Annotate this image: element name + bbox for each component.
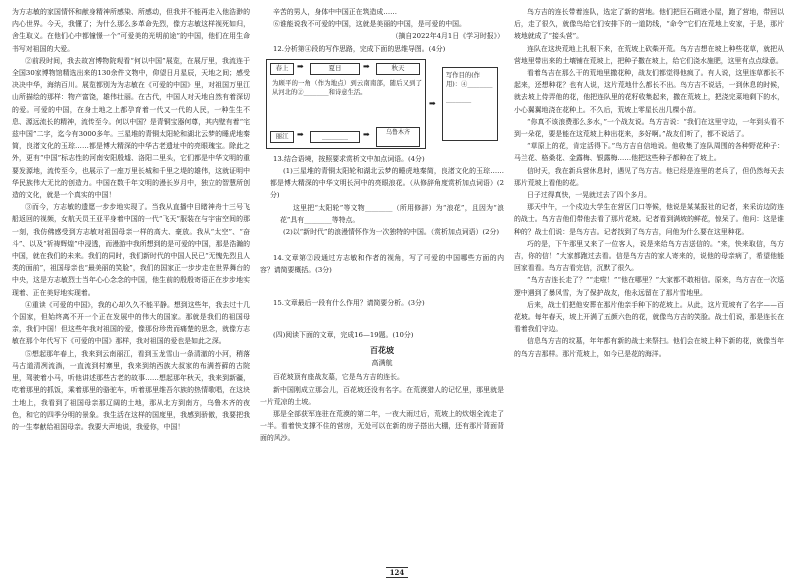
paragraph: 为方志敏的家国情怀和献身精神所感染、所感动，但我并不能再走入他浩渺的内心世界。今天，我懂了；为什么那么多革命先烈，像方志敏这样视死如归，舍生取义。在他们心中都憧憬一个“可爱美的光明前途”的中国，他们在用生命书写对祖国的大爱。 <box>12 8 250 53</box>
diagram-node-urumqi: 乌鲁木齐 <box>376 127 420 147</box>
paragraph: “你真不该浪费那么多水，”一个战友说。鸟方吉说：“我们在这里守边，一年到头看不到一朵花，要是能在这荒坡上种出花来，多好啊。”战友们听了，都不说话了。 <box>514 117 784 139</box>
arrow-icon: ➡ <box>297 129 304 139</box>
arrow-icon: ➡ <box>363 129 370 139</box>
story-author: 高满航 <box>371 359 393 368</box>
column-right <box>514 6 784 360</box>
question-14: 14.文章第②段通过方志敏和作者的视角，写了可爱的中国哪些方面的内容？请简要概括。(3分) <box>260 254 504 275</box>
paragraph: “鸟方吉连长走了？”“走啦！”“他在哪里？”大家都不敢相信。原来，鸟方吉在一次巡逻中遇到了暴风雪，为了保护战友，他永远留在了那片雪地里。 <box>514 276 784 297</box>
paragraph: 辛苦的男人，身体中中国正在筑造成…… <box>273 8 398 16</box>
paragraph: 后来，战士们把他安葬在那片他亲手种下的花坡上。从此，这片荒坡有了名字——百花坡。每年春天，坡上开满了五颜六色的花，就像鸟方吉的笑脸。战士们说，那是连长在看着我们守边。 <box>514 300 784 334</box>
paragraph: ⑤想起那年春上，我来到云南丽江，看到玉龙雪山一条清澈的小河，稍落马古道清冽流淌，一直流到村寨里，我来到纳西族大叔家的布满苔藓的古院里，驾驶着小马，听他讲述那些古老的故事……想起那年秋天，我来到新疆，吃着那里的抓饭，乘着那里的骆驼车，听着那里维吾尔族的热情歌唱，在这块土地上，我看到了祖国母亲那辽阔的土地，那从北方到南方，乌鲁木齐的夜色，和它的四季分明的景象。我生活在这样的国度里，我感到骄傲，我要把我的一生奉献给祖国母亲。我要大声地说，我爱你，中国！ <box>12 349 250 431</box>
paragraph: 那是全部获军连驻在荒漠的第二年，一夜大雨过后，荒坡上的炊烟全流走了一半。看着快支撑不住的营房，无处可以在新的房子搭出大棚，还有那片背面背面的风沙。 <box>260 410 504 443</box>
paragraph: 巧的是，下午那里又来了一位客人，说是来给鸟方吉送信的。“来，快来取信，鸟方吉，你的信！”大家都跑过去看。信是鸟方吉的家人寄来的，说他的母亲病了，希望他能回家看看。鸟方吉看完信，沉默了很久。 <box>514 239 784 273</box>
paragraph: 日子过得真快，一晃就过去了四个多月。 <box>527 191 652 200</box>
diagram-node-lijiang: 丽江 <box>270 131 294 143</box>
question-13: 13.结合语境，按照要求赏析文中加点词语。(4分) <box>273 154 425 163</box>
question-13-1-answer: 这里把“太阳轮”等文物________（所用修辞）为“浪花”，且因为“浪花”具有________等特点。 <box>280 203 504 224</box>
page-number-value: 124 <box>386 567 409 578</box>
diagram-node-spring: 春上 <box>270 63 294 75</box>
diagram-node-autumn: 秋天 <box>376 63 420 75</box>
paragraph: ②前段时间，我去故宫博物院观看“何以中国”展览，在展厅里，我流连于全国30家博物馆精选出来的130余件文物中，仰望日月星辰，天地之间；感受决决中华，海纳百川。展览都别为为志敏在《可爱的中国》里，对祖国万里江山所描绘的那样：物产富饶，雄伟壮丽。在古代，中国人对天地自然有着深切的爱。可爱的中国，在身土地之上都孕育着一代又一代的人民，一种生生不息、源远流长的精神，流传至今。何以中国？是青铜宝器何尊，其内壁有着“宅兹中国”二字，迄今有3000多年。三星堆的青铜太阳轮和湖北云梦的睡虎地秦简，良渚文化的玉琮……都是博大精深的中华古老遗址中的亮眼瑰宝。除此之外，更有“中国”标志性的河南安阳殷墟、洛阳二里头，它们都是中华文明的重要发源地，流传至今，也展示了一座万里长城和千里之堤的雄伟，这就证明中华民族伟大无比的创造力。中国在数千年文明的漫长岁月中，独立的智慧所创造的文化，就是一个真实的中国！ <box>12 56 250 200</box>
paragraph: 信息鸟方吉的坟墓，年年都有新的战士来祭扫。他们会在坡上种下新的花，就像当年的鸟方吉那样。那片荒坡上，如今已是花的海洋。 <box>514 337 784 358</box>
diagram-purpose-label: 写作目的(作用)：④________ <box>446 71 493 88</box>
paragraph: 百花坡顶有座战友墓，它是鸟方吉的连长。 <box>273 373 404 382</box>
source-citation: （摘自2022年4月1日《学习时报》） <box>391 32 504 41</box>
diagram-purpose-blank: ________ <box>446 95 472 103</box>
paragraph: 连队在这块荒地上扎根下来，在荒坡上砍柴开荒。鸟方吉想在坡上种些花草，就把从营地里带出来的土壤铺在荒坡上，把种子撒在坡上，给它们浇水施肥，这里有点点绿意。 <box>514 44 784 65</box>
question-15: 15.文章最后一段有什么作用？请简要分析。(3分) <box>273 298 425 307</box>
paragraph: ④重读《可爱的中国》，我的心却久久不能平静。想到这些年，我去过十几个国家，但始终离不开一个正在发展中的伟大的国家。那就是我们的祖国母亲，我们中国！但这些年我对祖国的爱，像那份珍贵而痛楚的思念，就像方志敏在那个年代写下《可爱的中国》那样，我对祖国的爱也是如此之深。 <box>12 300 250 346</box>
paragraph: 看着鸟吉在那么干的荒地里撒花种，战友们都觉得他疯了。有人说，这里连草都长不起来，还想种花？也有人说，这片荒地什么都长不出。鸟方吉不说话，一到休息的时候，就去坡上侍弄他的花，他把连队里的花籽收集起来，撒在荒坡上，把浇完菜地剩下的水，小心翼翼地浇在花种上。不久后，荒坡上零星长出几棵小苗。 <box>514 69 784 114</box>
paragraph: ⑥谁能说我不可爱的中国，这就是美丽的中国，是可爱的中国。 <box>273 20 466 29</box>
column-middle <box>260 6 504 445</box>
paragraph: 新中国刚成立那会儿，百花坡还没有名字。在荒漠猎人的记忆里，那里就是一片荒凉的土坡。 <box>260 385 504 406</box>
arrow-icon: ➡ <box>297 61 304 71</box>
page-number <box>0 567 794 578</box>
story-title: 百花坡 <box>370 345 394 356</box>
paragraph: 那天中午，一个戍边大学生在营区门口等候，他说是某某报社的记者，来采访边防连的战士。鸟方吉他们带他去看了那片花坡。记者看到满坡的鲜花，惊呆了。他问：这是谁种的？战士们说：是鸟方吉。记者找到了鸟方吉，问他为什么要在这里种花。 <box>514 203 784 236</box>
arrow-icon: ➡ <box>429 98 436 108</box>
paragraph: 鸟方吉的连长带着连队，选定了新的营地。他们把巨石砌进小屋，跑了营地，带回以后，走了很久，就像鸟给它们安排下的一道防线，“命令”它们在荒地上安家，于是，那片坡地就成了“接头营”。 <box>514 8 784 41</box>
question-12: 12.分析第④段的写作思路，完成下面的思维导图。(4分) <box>273 44 446 53</box>
section-4-heading: (四)阅读下面的文章，完成16—19题。(10分) <box>273 330 414 339</box>
question-13-2: (2)以“新时代”的浪漫情怀作为一次独特的中国。（赏析加点词语）(2分) <box>283 228 500 237</box>
mind-map-diagram <box>266 59 498 149</box>
paragraph: 信时天，我在新兵营休息时，遇见了鸟方吉。他已经是连里的老兵了，但仍然每天去那片荒坡上看他的花。 <box>514 166 784 187</box>
question-13-1: (1)三星堆的青铜太阳轮和湖北云梦的睡虎地秦简，良渚文化的玉琮……都是博大精深的中华文明长河中的亮眼浪花。（从修辞角度赏析加点词语）(2分) <box>270 167 504 200</box>
paragraph: “草原上的花，肯定活得下。”鸟方吉自信地说。他收集了连队周围的各种野花种子：马兰花、格桑花、金露梅、银露梅……他把这些种子都种在了坡上。 <box>514 142 784 163</box>
diagram-node-summer: 夏日 <box>310 63 360 75</box>
diagram-purpose-box <box>442 67 498 141</box>
diagram-middle-text: 为顾平的一角（作为地点）到云南南部，随后又到了从河北的②________和诗意生活。 <box>272 79 422 96</box>
column-left <box>12 6 250 433</box>
paragraph: ③而今，方志敏的遗愿一步步地实现了。当我从直播中目睹神舟十三号飞船返回的视频，女航天员王亚平身着中国的一代“飞天”服装在与宇宙空间的那一刻，我仿佛感受到方志敏对祖国母亲一样的高大、豪放。我从“太空”、“奋斗”、以及“祈祷辉煌”中浸透，而漫游中我所想到的是可爱的中国，那是浩瀚的中国，就在我们的未来。我们的同时，我们新时代的中国人民已“无愧先烈且人类的面前”，祖国母亲也“最美丽的笑脸”，我们的国家正一步步走在世界舞台的中央，这是方志敏烈士当年心心念念的中国，他生前的殷殷寄语正在步步地实现着、正在美好地实现着。 <box>12 203 250 297</box>
diagram-node-blank: ________ <box>310 131 360 143</box>
arrow-icon: ➡ <box>363 61 370 71</box>
